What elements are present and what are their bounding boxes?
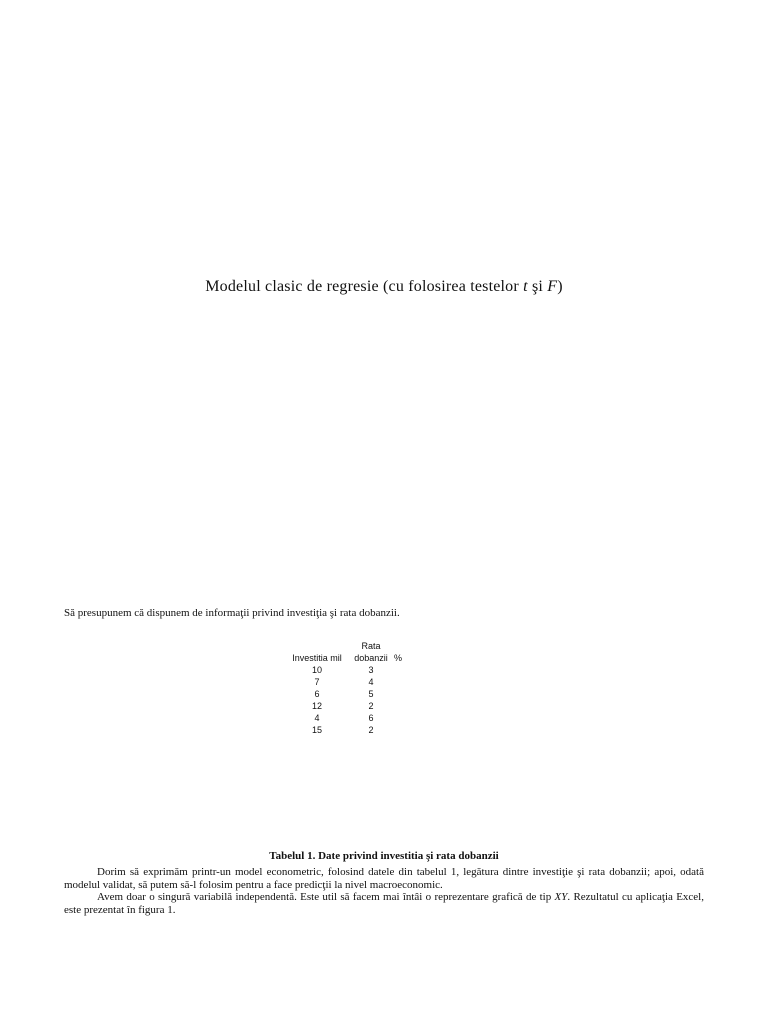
table-row (286, 712, 406, 724)
table-row (286, 664, 406, 676)
header-percent: % (394, 653, 403, 663)
page-title (0, 278, 768, 296)
cell-rata: 3 (368, 665, 374, 675)
cell-investitia: 4 (314, 713, 320, 723)
cell-rata: 5 (368, 689, 374, 699)
title-prefix: Modelul clasic de regresie (cu folosirea testelor (205, 278, 524, 295)
header-rata-line1: Rata (361, 641, 381, 651)
cell-investitia: 15 (311, 725, 322, 735)
table-row (286, 676, 406, 688)
body-text (64, 866, 704, 916)
intro-text: Să presupunem că dispunem de informaţii privind investiţia şi rata dobanzii. (64, 607, 400, 619)
cell-investitia: 10 (311, 665, 322, 675)
title-suffix: ) (557, 278, 563, 295)
table-header-row (286, 640, 406, 664)
header-rata (348, 640, 394, 664)
cell-investitia: 7 (314, 677, 320, 687)
table-caption: Tabelul 1. Date privind investitia şi rata dobanzii (269, 850, 499, 862)
table-row (286, 724, 406, 736)
title-f: F (547, 278, 558, 295)
header-rata-line2: dobanzii (354, 653, 388, 663)
cell-investitia: 12 (311, 701, 322, 711)
title-t: t (523, 278, 528, 295)
header-investitia: Investitia mil (292, 653, 342, 663)
table-row (286, 688, 406, 700)
paragraph-2-after: . Rezultatul cu aplicaţia Excel, este prezentat în figura 1. (64, 891, 704, 916)
title-middle: şi (527, 278, 548, 295)
paragraph-2-before: Avem doar o singură variabilă independentă. Este util să facem mai întâi o reprezentare grafică de tip (97, 891, 555, 903)
cell-rata: 4 (368, 677, 374, 687)
cell-investitia: 6 (314, 689, 320, 699)
cell-rata: 6 (368, 713, 374, 723)
paragraph-2 (64, 891, 704, 916)
paragraph-1: Dorim să exprimăm printr-un model econometric, folosind datele din tabelul 1, legătura dintre investiţie şi rata dobanzii; apoi, odată modelul validat, să putem să-l folosim pentru a face predicţii la nivel macroeconomic. (64, 866, 704, 891)
cell-rata: 2 (368, 725, 374, 735)
table-row (286, 700, 406, 712)
cell-rata: 2 (368, 701, 374, 711)
paragraph-2-xy: XY (554, 891, 568, 903)
data-table (286, 640, 406, 736)
